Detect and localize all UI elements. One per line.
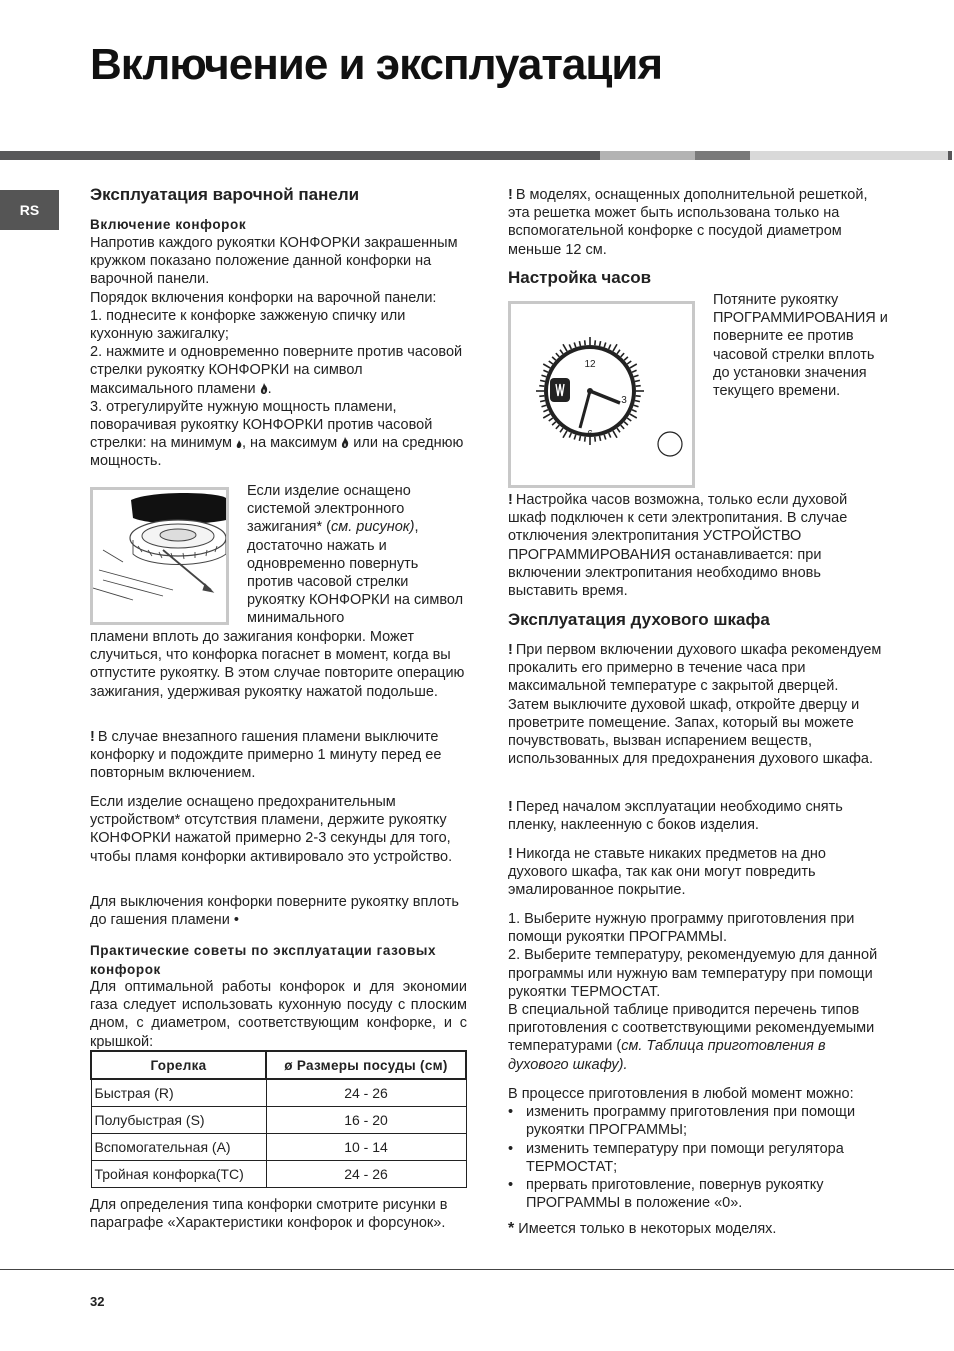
clock-tick xyxy=(600,436,601,441)
clock-tick xyxy=(543,370,548,372)
clock-tick xyxy=(560,428,563,432)
step-3-text-b: , на максимум xyxy=(242,435,338,452)
step-3-text: 3. отрегулируйте нужную мощность пламени, поворачивая рукоятку КОНФОРКИ против часовой стрелки: на минимум xyxy=(90,398,433,452)
table-row xyxy=(91,1161,466,1188)
clock-tick xyxy=(627,418,631,421)
clock-tick xyxy=(543,410,548,412)
clock-tick xyxy=(556,425,559,429)
clock-tick xyxy=(579,341,580,346)
warning-oven-3 xyxy=(508,845,883,900)
clock-tick xyxy=(549,361,553,364)
clock-tick xyxy=(595,340,596,345)
warning-text: В моделях, оснащенных дополнительной решеткой, эта решетка может быть использована только на вспомогательной конфорке с посудой диаметром меньше 12 см. xyxy=(508,187,868,258)
table-cell: 24 - 26 xyxy=(266,1161,466,1188)
table-header-row xyxy=(91,1051,466,1079)
section-heading-hob: Эксплуатация варочной панели xyxy=(90,185,360,204)
during-text: В процессе приготовления в любой момент можно: xyxy=(508,1086,854,1102)
warning-icon: ! xyxy=(508,799,513,815)
section-heading-oven: Эксплуатация духового шкафа xyxy=(508,610,770,629)
safety-text: Если изделие оснащено предохранительным устройством* отсутствия пламени, держите рукоятку КОНФОРКИ нажатой примерно 2-3 секунды для того, чтобы пламя конфорки активировало это устройство. xyxy=(90,794,453,865)
warning-oven-2 xyxy=(508,798,883,834)
table-cell: 10 - 14 xyxy=(266,1134,466,1161)
clock-tick xyxy=(563,344,567,351)
clock-tick xyxy=(569,344,571,349)
program-knob-icon xyxy=(658,432,682,456)
burner-drawing xyxy=(93,490,226,622)
clock-tick xyxy=(552,422,556,425)
clock-tick xyxy=(543,414,550,418)
clock-illustration xyxy=(508,301,695,488)
ignition-text xyxy=(247,482,467,628)
step-2-end: . xyxy=(267,380,272,397)
table-note-text: Для определения типа конфорки смотрите рисунки в параграфе «Характеристики конфорок и форсунок». xyxy=(90,1197,448,1232)
clock-tick xyxy=(621,425,624,429)
clock-tick xyxy=(632,410,637,412)
list-item: • изменить температуру при помощи регулятора ТЕРМОСТАТ; xyxy=(508,1140,883,1176)
clock-tick xyxy=(539,386,544,387)
clock-tick xyxy=(613,344,617,351)
section-heading-clock: Настройка часов xyxy=(508,268,652,287)
warning-oven-1 xyxy=(508,641,883,768)
warning-text: Никогда не ставьте никаких предметов на дно духового шкафа, так как они могут повредить эмалированное покрытие. xyxy=(508,846,826,899)
warning-icon: ! xyxy=(508,846,513,862)
clock-tick xyxy=(540,380,545,381)
clock-tick xyxy=(556,353,559,357)
oven-step-3 xyxy=(508,1001,883,1074)
tips-text: Для оптимальной работы конфорок и для экономии газа следует использовать кухонную посуду с плоским дном, с диаметром, соответствующим конфорке, и с крышкой: xyxy=(90,979,467,1050)
warning-icon: ! xyxy=(508,642,513,658)
footnote xyxy=(508,1220,883,1238)
clock-number-12: 12 xyxy=(584,359,596,370)
max-flame-icon xyxy=(260,383,268,394)
oven-step-3-ref: см. Таблица приготовления в духового шкафу). xyxy=(508,1038,826,1073)
clock-tick xyxy=(541,405,546,407)
step-1: 1. поднесите к конфорке зажженую спичку или кухонную зажигалку; xyxy=(90,307,406,343)
cookware-table xyxy=(90,1050,467,1188)
table-cell: Быстрая (R) xyxy=(91,1079,266,1107)
clock-tick xyxy=(585,437,586,442)
warning-text: Перед началом эксплуатации необходимо снять пленку, наклеенную с боков изделия. xyxy=(508,799,843,834)
burner-illustration xyxy=(90,487,229,625)
table-header: Горелка xyxy=(91,1051,266,1079)
page-number: 32 xyxy=(90,1294,105,1309)
table-cell: Тройная конфорка(TC) xyxy=(91,1161,266,1188)
list-item: • прервать приготовление, повернув рукоятку ПРОГРАММЫ в положение «0». xyxy=(508,1176,883,1212)
subheading-tips: Практические советы по эксплуатации газовых конфорок xyxy=(90,943,437,977)
clock-tick xyxy=(540,401,545,402)
table-row xyxy=(91,1079,466,1107)
header-bar-dark2 xyxy=(695,151,750,160)
clock-tick xyxy=(600,341,601,346)
clock-tick xyxy=(560,350,563,354)
clock-tick xyxy=(579,436,580,441)
page-title: Включение и эксплуатация xyxy=(90,40,663,89)
header-bar-end xyxy=(948,151,952,160)
clock-tick xyxy=(604,435,606,440)
oven-steps xyxy=(508,910,883,1074)
warning-icon: ! xyxy=(508,492,513,508)
clock-tick xyxy=(636,386,641,387)
footer-rule xyxy=(0,1269,954,1270)
clock-tick xyxy=(627,361,631,364)
warning-clock xyxy=(508,491,883,600)
paragraph: Напротив каждого рукоятки КОНФОРКИ закрашенным кружком показано положение данной конфорки на варочной панели. xyxy=(90,235,458,288)
oven-symbol-icon xyxy=(550,378,570,402)
clock-tick xyxy=(636,396,641,397)
clock-tick xyxy=(539,396,544,397)
warning-text: В случае внезапного гашения пламени выключите конфорку и подождите примерно 1 минуту перед ее повторным включением. xyxy=(90,729,442,782)
clock-tick xyxy=(574,435,576,440)
ignition-cont-text: пламени вплоть до зажигания конфорки. Может случиться, что конфорка погаснет в момент, когда вы отпустите рукоятку. В этом случае повторите операцию зажигания, удерживая рукоятку нажатой подольше. xyxy=(90,629,465,700)
tips-paragraph xyxy=(90,978,467,1051)
table-header: ø Размеры посуды (см) xyxy=(266,1051,466,1079)
warning-flame-out xyxy=(90,728,467,783)
table-row xyxy=(91,1107,466,1134)
clock-tick xyxy=(549,418,553,421)
off-symbol-icon: • xyxy=(233,912,239,929)
clock-drawing xyxy=(511,304,692,485)
list-item: • изменить программу приготовления при помощи рукоятки ПРОГРАММЫ; xyxy=(508,1103,883,1139)
clock-tick xyxy=(604,342,606,347)
max-flame-icon xyxy=(341,437,349,448)
clock-tick xyxy=(635,401,640,402)
header-bar-dark xyxy=(0,151,600,160)
table-note xyxy=(90,1196,467,1232)
language-badge: RS xyxy=(0,190,59,230)
warning-icon: ! xyxy=(508,187,513,203)
clock-tick xyxy=(621,353,624,357)
step-2-text: 2. нажмите и одновременно поверните против часовой стрелки рукоятку КОНФОРКИ на символ максимального пламени xyxy=(90,344,463,397)
clock-number-3: 3 xyxy=(621,395,627,406)
subheading-ignition: Включение конфорок xyxy=(90,217,247,232)
table-row xyxy=(91,1134,466,1161)
clock-tick xyxy=(609,433,611,438)
header-bar-light xyxy=(750,151,948,160)
header-bar-mid xyxy=(600,151,695,160)
warning-text: При первом включении духового шкафа рекомендуем прокалить его примерно в течение часа при максимальной температуре с закрытой дверцей. Затем выключите духовой шкаф, откройте дверцу и проветрите помещение. Запах, который вы можете почувствовать, вызван испарением веществ, использованных для предохранения духового шкафа. xyxy=(508,642,882,768)
switch-off-paragraph xyxy=(90,893,467,929)
clock-tick xyxy=(634,405,639,407)
clock-tick xyxy=(574,342,576,347)
hob-intro-block xyxy=(90,234,467,471)
clock-tick xyxy=(563,431,567,438)
paragraph: Порядок включения конфорки на варочной панели: xyxy=(90,289,437,306)
warning-text: Настройка часов возможна, только если духовой шкаф подключен к сети электропитания. В случае отключения электропитания УСТРОЙСТВО ПРОГРАММИРОВАНИЯ останавливается: при включении электропитания необходимо вновь выставить время. xyxy=(508,492,848,600)
during-list xyxy=(508,1103,883,1212)
table-cell: 24 - 26 xyxy=(266,1079,466,1107)
ignition-text-b: , достаточно нажать и одновременно повернуть против часовой стрелки рукоятку КОНФОРКИ на символ минимального xyxy=(247,519,464,627)
ignition-text-block xyxy=(247,482,467,628)
ignition-text-a: Если изделие оснащено системой электронного зажигания* ( xyxy=(247,483,411,536)
clock-tick xyxy=(632,370,637,372)
step-2 xyxy=(90,343,467,398)
clock-tick xyxy=(609,344,611,349)
clock-tick xyxy=(617,350,620,354)
step-3-text-c: или на среднюю мощность. xyxy=(90,435,464,470)
clock-tick xyxy=(635,380,640,381)
asterisk-icon: * xyxy=(508,1220,515,1237)
step-3 xyxy=(90,398,467,471)
oven-step-3-text: В специальной таблице приводится перечень типов приготовления с соответствующими рекомендуемыми температурами ( xyxy=(508,1002,875,1055)
warning-icon: ! xyxy=(90,729,95,745)
clock-tick xyxy=(552,357,556,360)
clock-tick xyxy=(613,431,617,438)
switch-off-text: Для выключения конфорки поверните рукоятку вплоть до гашения пламени xyxy=(90,894,459,929)
footnote-text: Имеется только в некоторых моделях. xyxy=(518,1221,777,1237)
clock-tick xyxy=(569,433,571,438)
safety-device-paragraph xyxy=(90,793,467,866)
oven-step-1: 1. Выберите нужную программу приготовления при помощи рукоятки ПРОГРАММЫ. xyxy=(508,911,855,946)
ignition-text-em: см. рисунок) xyxy=(331,519,415,536)
clock-tick xyxy=(630,414,637,418)
clock-tick xyxy=(624,357,628,360)
table-cell: Полубыстрая (S) xyxy=(91,1107,266,1134)
clock-tick xyxy=(630,364,637,368)
table-cell: Вспомогательная (A) xyxy=(91,1134,266,1161)
clock-tick xyxy=(634,375,639,377)
clock-text: Потяните рукоятку ПРОГРАММИРОВАНИЯ и поверните ее против часовой стрелки вплоть до установки значения текущего времени. xyxy=(713,292,888,400)
during-cooking xyxy=(508,1085,883,1212)
oven-step-2: 2. Выберите температуру, рекомендуемую для данной программы или нужную вам температуру при помощи рукоятки ТЕРМОСТАТ. xyxy=(508,947,878,1000)
clock-tick xyxy=(617,428,620,432)
clock-tick xyxy=(543,364,550,368)
clock-instructions xyxy=(713,291,888,400)
clock-tick xyxy=(595,437,596,442)
warning-grid xyxy=(508,186,883,259)
clock-number-6: 6 xyxy=(587,429,593,440)
clock-tick xyxy=(585,340,586,345)
table-cell: 16 - 20 xyxy=(266,1107,466,1134)
ignition-continued xyxy=(90,628,467,701)
clock-tick xyxy=(541,375,546,377)
clock-tick xyxy=(624,422,628,425)
